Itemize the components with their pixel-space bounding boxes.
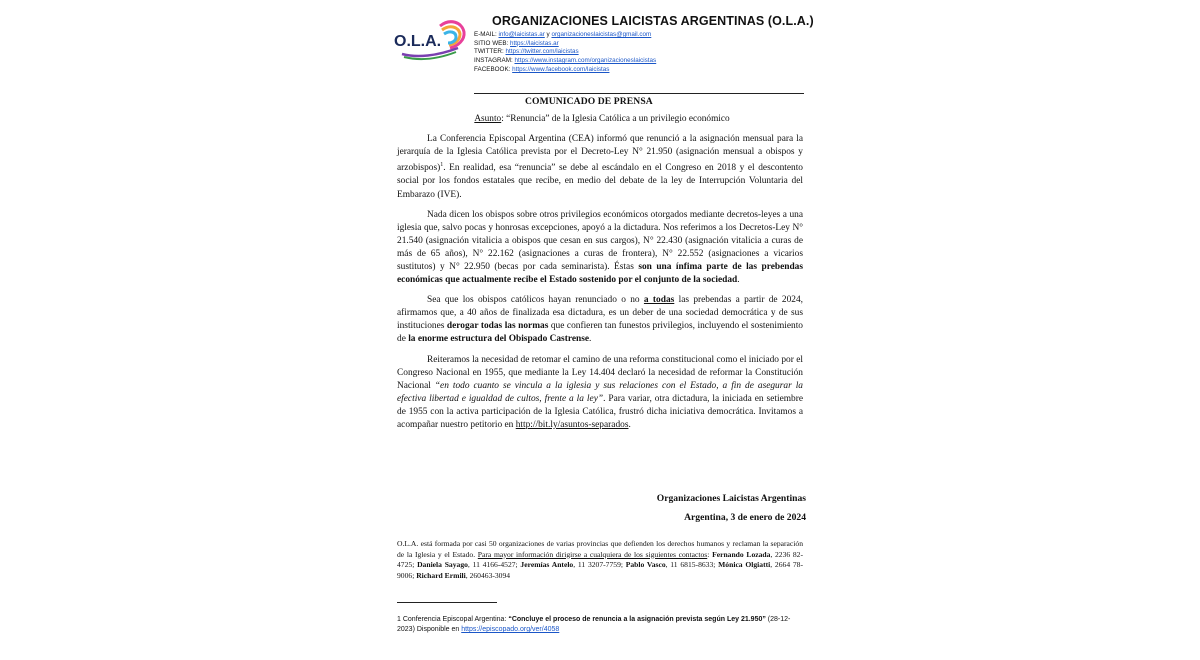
contact-name: Richard Ermili	[416, 570, 466, 580]
about-colon: :	[707, 549, 713, 559]
twitter-line	[474, 48, 656, 57]
contact-phone: , 2236 82-4725;	[397, 549, 803, 570]
footnote-text-a: Conferencia Episcopal Argentina:	[400, 616, 509, 623]
email-separator: y	[546, 31, 550, 38]
place-date: Argentina, 3 de enero de 2024	[684, 512, 806, 523]
footnote-title: “Concluye el proceso de renuncia a la asignación prevista según Ley 21.950”	[508, 616, 766, 623]
p4-quote: “en todo cuanto se vincula a la iglesia y sus relaciones con el Estado, a fin de asegurar la efectiva libertad e igualdad de cultos, frente a la ley”	[397, 380, 803, 404]
website-line	[474, 40, 656, 49]
document-heading: COMUNICADO DE PRENSA	[525, 96, 653, 107]
email-line	[474, 31, 656, 40]
contact-phone: , 11 6815-8633;	[665, 560, 719, 570]
about-text: O.L.A. está formada por casi 50 organizaciones de varias provincias que defienden los derechos humanos y reclaman la separación de la Iglesia y el Estado.	[397, 539, 803, 559]
p3-bold-3: la enorme estructura del Obispado Castrense	[408, 334, 590, 345]
p4-end: .	[628, 420, 631, 430]
signature: Organizaciones Laicistas Argentinas	[656, 493, 806, 504]
contact-phone: , 2664 78-9006;	[397, 560, 803, 580]
organization-title: ORGANIZACIONES LAICISTAS ARGENTINAS (O.L.A.)	[492, 14, 814, 28]
p1-text-a: La Conferencia Episcopal Argentina (CEA) informó que renunció a la asignación mensual para la jerarquía de la Iglesia Católica prevista por el Decreto-Ley N° 21.950 (asignación mensual a obispos y arzobispos)	[397, 134, 803, 174]
instagram-line	[474, 57, 656, 66]
contact-block	[474, 31, 656, 75]
document-body	[397, 133, 803, 439]
facebook-label: FACEBOOK:	[474, 65, 511, 73]
contact-name: Daniela Sayago	[417, 560, 468, 570]
svg-text:O.L.A.: O.L.A.	[394, 33, 442, 50]
p3-text-b: las prebendas a partir de 2024, afirmamos que, a 40 años de finalizada esa dictadura, es un deber de una sociedad democrática y de sus instituciones	[397, 295, 804, 332]
subject-label: Asunto	[474, 114, 502, 124]
facebook-link[interactable]: https://www.facebook.com/laicistas	[512, 65, 610, 73]
contact-name: Pablo Vasco	[625, 560, 666, 570]
ola-logo	[392, 16, 470, 66]
contact-phone: , 11 3207-7759;	[573, 560, 626, 570]
p2-bold: son una ínfima parte de las prebendas económicas que actualmente recibe el Estado sostenido por el conjunto de la sociedad	[397, 261, 803, 286]
email-link-2[interactable]: organizacioneslaicistas@gmail.com	[551, 31, 652, 38]
footnote-text-b: (28-12-2023) Disponible en	[397, 616, 791, 633]
about-more-info: Para mayor información dirigirse a cualquiera de los siguientes contactos	[477, 549, 708, 559]
paragraph-3	[397, 294, 803, 346]
contact-name: Mónica Olgiatti	[718, 560, 771, 570]
website-link[interactable]: https://laicistas.ar	[510, 39, 559, 47]
subject-text: : “Renuncia” de la Iglesia Católica a un privilegio económico	[501, 114, 730, 124]
subject-line	[397, 114, 807, 124]
instagram-link[interactable]: https://www.instagram.com/organizacioneslaicistas	[514, 57, 657, 65]
paragraph-2	[397, 209, 803, 288]
p2-end: .	[737, 275, 740, 286]
contact-name: Jeremías Antelo	[520, 560, 574, 570]
p3-text-c: que confieren tan funestos privilegios, incluyendo el sostenimiento de	[397, 321, 803, 345]
press-release-page	[392, 0, 812, 660]
twitter-link[interactable]: https://twitter.com/laicistas	[505, 48, 579, 56]
footnote-divider	[397, 602, 497, 603]
p3-bold-1: a todas	[643, 295, 675, 306]
p1-text-b: . En realidad, esa “renuncia” se debe al escándalo en el Congreso en 2018 y el descontento social por los fondos estatales que recibe, en medio del debate de la ley de Interrupción Voluntaria del Embarazo (IVE).	[397, 163, 803, 200]
p2-text: Nada dicen los obispos sobre otros privilegios económicos otorgados mediante decretos-leyes a una iglesia que, salvo pocas y honrosas excepciones, apoyó a la dictadura. Nos referimos a los Decretos-Ley N° 21.540 (asignación vitalicia a obispos que cesan en sus cargos), N° 22.430 (asignación vitalicia a curas de más de 65 años), N° 22.162 (asignaciones a curas de frontera), N° 22.552 (asignaciones a vicarios sustitutos) y N° 22.950 (becas por cada seminarista). Éstas	[397, 209, 803, 272]
website-label: SITIO WEB:	[474, 39, 509, 47]
contact-phone: , 11 4166-4527;	[467, 560, 521, 570]
p4-text-b: . Para variar, otra dictadura, la iniciada en setiembre de 1955 con la activa participación de la Iglesia Católica, frustró dicha iniciativa democrática. Invitamos a acompañar nuestro petitorio en	[397, 393, 803, 430]
about-ola	[397, 539, 803, 581]
footnote	[397, 615, 807, 635]
footnote-number: 1	[397, 616, 401, 623]
paragraph-1	[397, 133, 803, 202]
p4-text-a: Reiteramos la necesidad de retomar el camino de una reforma constitucional como el iniciado por el Congreso Nacional en 1955, que mediante la Ley 14.404 declaró la necesidad de reformar la Constitución Nacional	[397, 354, 803, 391]
p3-end: .	[589, 334, 592, 345]
p3-text-a: Sea que los obispos católicos hayan renunciado o no	[427, 295, 644, 306]
twitter-label: TWITTER:	[474, 48, 504, 56]
header-divider	[474, 93, 804, 94]
contact-name: Fernando Lozada	[712, 549, 771, 559]
facebook-line	[474, 66, 656, 75]
petition-link[interactable]: http://bit.ly/asuntos-separados	[515, 420, 629, 430]
email-label: E-MAIL:	[474, 31, 497, 38]
paragraph-4	[397, 354, 803, 433]
contact-phone: , 260463-3094	[465, 570, 511, 580]
instagram-label: INSTAGRAM:	[474, 57, 513, 65]
footnote-ref: 1	[440, 162, 444, 169]
footnote-link[interactable]: https://episcopado.org/ver/4058	[461, 626, 560, 633]
email-link-1[interactable]: info@laicistas.ar	[498, 31, 545, 38]
p3-bold-2: derogar todas las normas	[446, 321, 549, 332]
